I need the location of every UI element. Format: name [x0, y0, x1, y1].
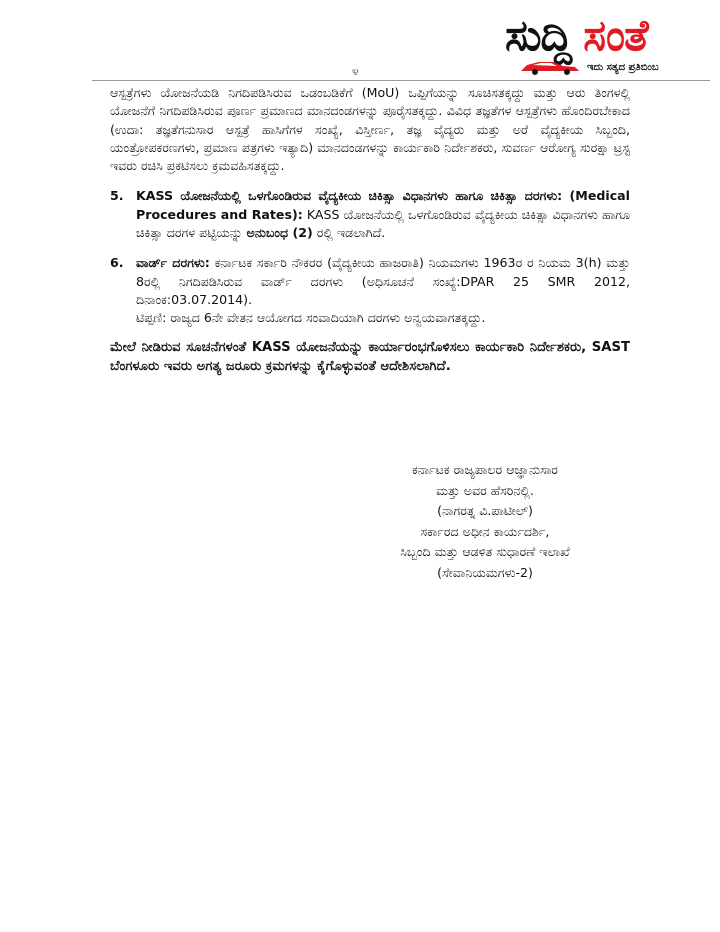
signature-block — [340, 460, 630, 583]
signature-line-2: ಮತ್ತು ಅವರ ಹೆಸರಿನಲ್ಲಿ. — [436, 482, 534, 498]
logo-word-1: ಸುದ್ದಿ — [505, 11, 572, 61]
list-item — [110, 254, 630, 327]
document-body — [110, 84, 630, 376]
site-logo — [505, 10, 715, 80]
header-divider — [92, 80, 710, 81]
signature-line-1: ಕರ್ನಾಟಕ ರಾಜ್ಯಪಾಲರ ಆಜ್ಞಾನುಸಾರ — [412, 462, 558, 477]
item-heading: ವಾರ್ಡ್ ದರಗಳು: — [136, 255, 210, 271]
signatory-name: (ನಾಗರತ್ನ ವಿ.ಪಾಟೀಲ್) — [437, 503, 533, 518]
list-item — [110, 187, 630, 242]
item-body: KASS ಯೋಜನೆಯಲ್ಲಿ ಒಳಗೊಂಡಿರುವ ವೈದ್ಯಕೀಯ ಚಿಕಿತ್ಸಾ ವಿಧಾನಗಳು ಹಾಗೂ ಚಿಕಿತ್ಸಾ ದರಗಳ ಪಟ್ಟಿಯನ್ನು — [136, 206, 631, 241]
page-number: ೪ — [352, 64, 359, 78]
item-text — [136, 187, 630, 242]
signatory-designation: ಸರ್ಕಾರದ ಅಧೀನ ಕಾರ್ಯದರ್ಶಿ, — [420, 523, 550, 539]
item-note: ಟಿಪ್ಪಣಿ: ರಾಜ್ಯದ 6ನೇ ವೇತನ ಆಯೋಗದ ಸಂವಾದಿಯಾಗಿ ದರಗಳು ಅನ್ವಯವಾಗತಕ್ಕದ್ದು. — [136, 310, 486, 326]
signatory-department: ಸಿಬ್ಬಂದಿ ಮತ್ತು ಆಡಳಿತ ಸುಧಾರಣೆ ಇಲಾಖೆ — [400, 544, 570, 559]
item-number: 6. — [110, 255, 124, 271]
item-body-end: ರಲ್ಲಿ ಇಡಲಾಗಿದೆ. — [312, 225, 386, 241]
annex-reference: ಅನುಬಂಧ (2) — [246, 225, 313, 241]
item-text — [136, 254, 630, 309]
logo-word-2: ಸಂತೆ — [583, 11, 648, 61]
signatory-section: (ಸೇವಾನಿಯಮಗಳು-2) — [437, 564, 533, 580]
logo-wordmark — [505, 10, 715, 62]
item-body: ಕರ್ನಾಟಕ ಸರ್ಕಾರಿ ನೌಕರರ (ವೈದ್ಯಕೀಯ ಹಾಜರಾತಿ) ನಿಯಮಗಳು 1963ರ ರ ನಿಯಮ 3(h) ಮತ್ತು 8ರಲ್ಲಿ ನಿಗದಿಪಡಿಸಿರುವ ವಾರ್ಡ್ ದರಗಳು (ಅಧಿಸೂಚನೆ ಸಂಖ್ಯೆ:DPAR 25 SMR 2012, ದಿನಾಂಕ:03.07.2014). — [136, 255, 630, 307]
item-number: 5. — [110, 188, 124, 204]
intro-paragraph: ಆಸ್ಪತ್ರೆಗಳು ಯೋಜನೆಯಡಿ ನಿಗದಿಪಡಿಸಿರುವ ಒಡಂಬಡಿಕೆಗೆ (MoU) ಒಪ್ಪಿಗೆಯನ್ನು ಸೂಚಿಸತಕ್ಕದ್ದು ಮತ್ತು ಆರು ತಿಂಗಳಲ್ಲಿ ಯೋಜನೆಗೆ ನಿಗದಿಪಡಿಸಿರುವ ಪೂರ್ಣ ಪ್ರಮಾಣದ ಮಾನದಂಡಗಳನ್ನು ಪೂರೈಸತಕ್ಕದ್ದು. ವಿವಿಧ ತಜ್ಞತೆಗಳ ಆಸ್ಪತ್ರೆಗಳು ಹೊಂದಿರಬೇಕಾದ (ಉದಾ: ತಜ್ಞತೆಗನುಸಾರ ಆಸ್ಪತ್ರೆ ಹಾಸಿಗೆಗಳ ಸಂಖ್ಯೆ, ವಿಸ್ತೀರ್ಣ, ತಜ್ಞ ವೈದ್ಯರು ಮತ್ತು ಅರೆ ವೈದ್ಯಕೀಯ ಸಿಬ್ಬಂದಿ, ಯಂತ್ರೋಪಕರಣಗಳು, ಪ್ರಮಾಣ ಪತ್ರಗಳು ಇತ್ಯಾದಿ) ಮಾನದಂಡಗಳನ್ನು ಕಾರ್ಯಕಾರಿ ನಿರ್ದೇಶಕರು, ಸುವರ್ಣ ಆರೋಗ್ಯ ಸುರಕ್ಷಾ ಟ್ರಸ್ಟ ಇವರು ರಚಿಸಿ ಪ್ರಕಟಿಸಲು ಕ್ರಮವಹಿಸತಕ್ಕದ್ದು. — [110, 85, 630, 174]
logo-tagline: ಇದು ಸತ್ಯದ ಪ್ರತಿಬಿಂಬ — [587, 62, 659, 73]
car-icon — [519, 56, 581, 76]
closing-order: ಮೇಲೆ ನೀಡಿರುವ ಸೂಚನೆಗಳಂತೆ KASS ಯೋಜನೆಯನ್ನು ಕಾರ್ಯಾರಂಭಗೊಳಿಸಲು ಕಾರ್ಯಕಾರಿ ನಿರ್ದೇಶಕರು, SAST ಬೆಂಗಳೂರು ಇವರು ಅಗತ್ಯ ಜರೂರು ಕ್ರಮಗಳನ್ನು ಕೈಗೊಳ್ಳುವಂತೆ ಆದೇಶಿಸಲಾಗಿದೆ. — [110, 339, 630, 374]
item-heading: KASS ಯೋಜನೆಯಲ್ಲಿ ಒಳಗೊಂಡಿರುವ ವೈದ್ಯಕೀಯ ಚಿಕಿತ್ಸಾ ವಿಧಾನಗಳು ಹಾಗೂ ಚಿಕಿತ್ಸಾ ದರಗಳು: (Medical Procedures and Rates): — [136, 188, 630, 222]
